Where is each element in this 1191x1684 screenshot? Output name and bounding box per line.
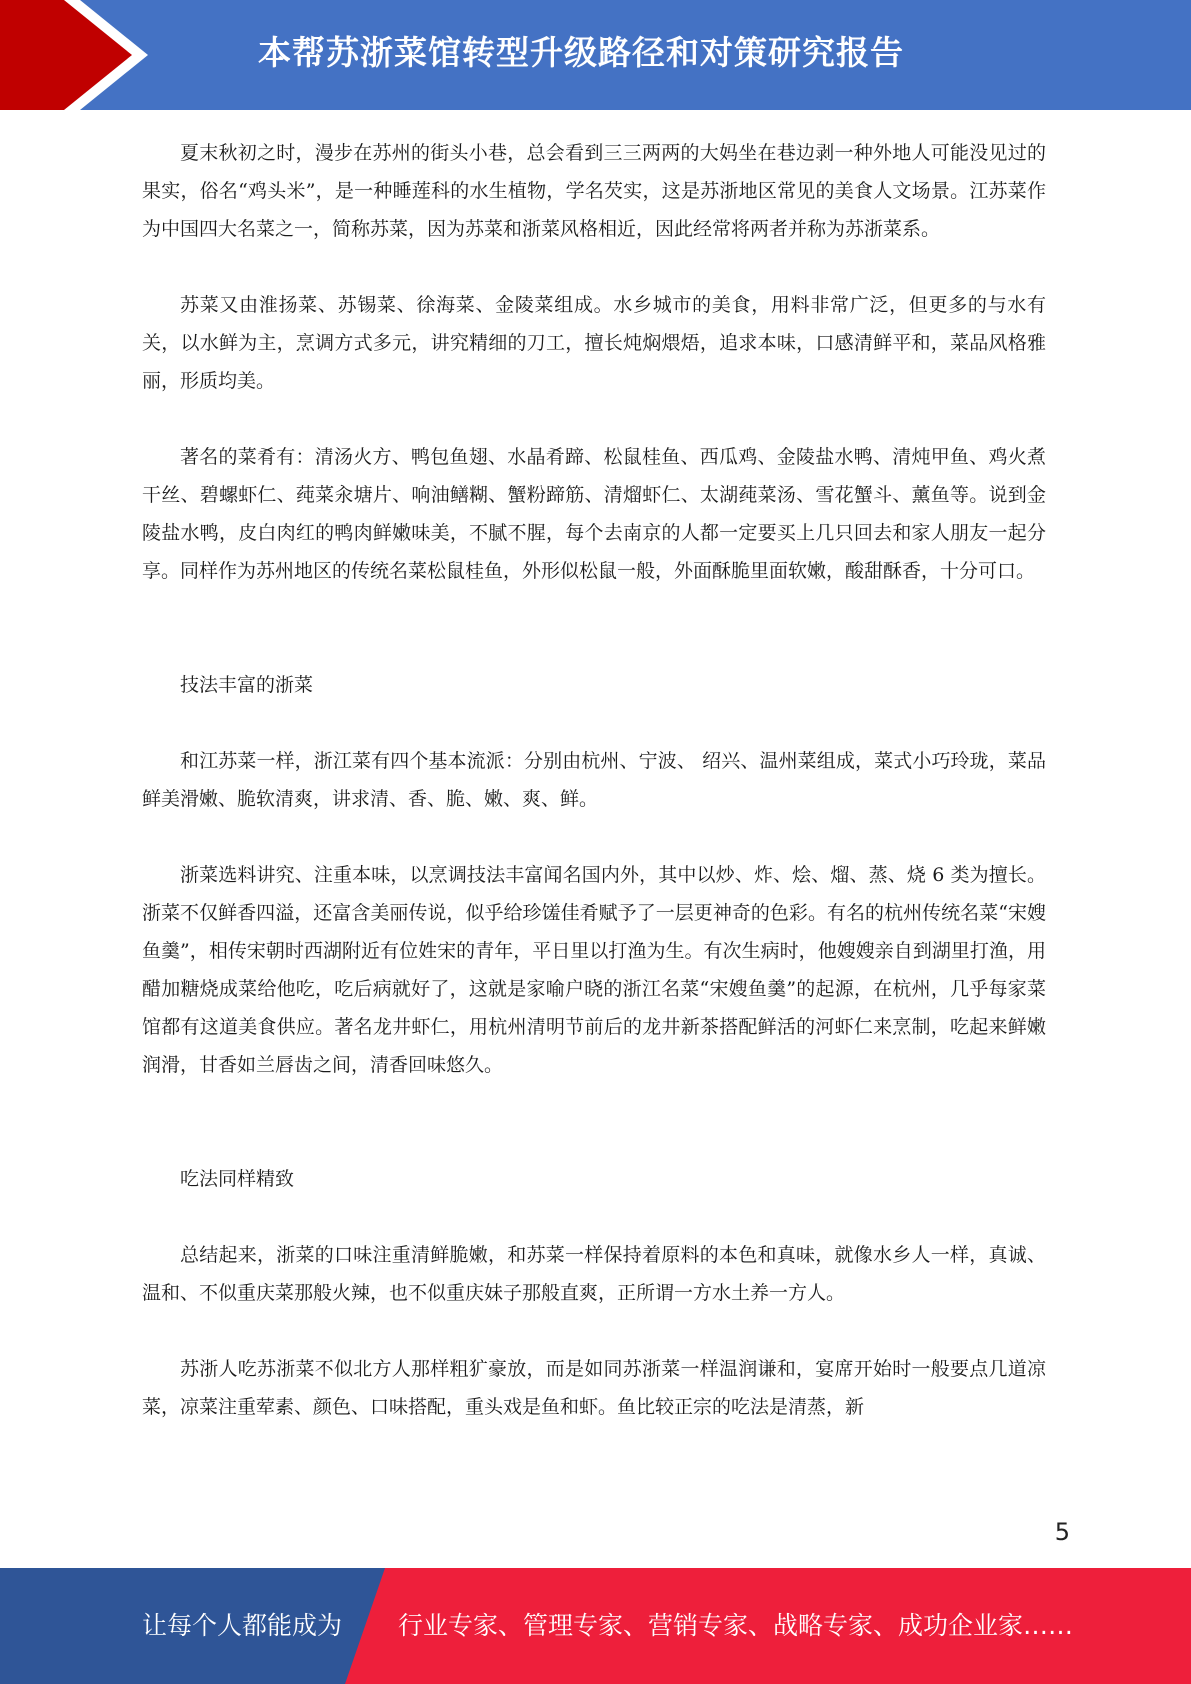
header-arrow-decoration	[0, 0, 160, 110]
paragraph-dining-custom: 苏浙人吃苏浙菜不似北方人那样粗犷豪放，而是如同苏浙菜一样温润谦和，宴席开始时一般要点几道凉菜，凉菜注重荤素、颜色、口味搭配，重头戏是鱼和虾。鱼比较正宗的吃法是清蒸，新	[142, 1358, 1046, 1418]
page-header	[0, 0, 1191, 110]
paragraph-zhe-schools: 和江苏菜一样，浙江菜有四个基本流派：分别由杭州、宁波、 绍兴、温州菜组成，菜式小巧玲珑，菜品鲜美滑嫩、脆软清爽，讲求清、香、脆、嫩、爽、鲜。	[142, 750, 1046, 810]
paragraph-intro: 夏末秋初之时，漫步在苏州的街头小巷，总会看到三三两两的大妈坐在巷边剥一种外地人可能没见过的果实，俗名“鸡头米”，是一种睡莲科的水生植物，学名芡实，这是苏浙地区常见的美食人文场景。江苏菜作为中国四大名菜之一，简称苏菜，因为苏菜和浙菜风格相近，因此经常将两者并称为苏浙菜系。	[142, 142, 1046, 240]
section-heading-zhe-cuisine: 技法丰富的浙菜	[180, 674, 314, 696]
section-heading-eating-style: 吃法同样精致	[180, 1168, 295, 1190]
paragraph-zhe-techniques: 浙菜选料讲究、注重本味，以烹调技法丰富闻名国内外，其中以炒、炸、烩、熘、蒸、烧 6 类为擅长。浙菜不仅鲜香四溢，还富含美丽传说，似乎给珍馐佳肴赋予了一层更神奇的色彩。有名的杭州传统名菜“宋嫂鱼羹”，相传宋朝时西湖附近有位姓宋的青年，平日里以打渔为生。有次生病时，他嫂嫂亲自到湖里打渔，用醋加糖烧成菜给他吃，吃后病就好了，这就是家喻户晓的浙江名菜“宋嫂鱼羹”的起源，在杭州，几乎每家菜馆都有这道美食供应。著名龙井虾仁，用杭州清明节前后的龙井新茶搭配鲜活的河虾仁来烹制，吃起来鲜嫩润滑，甘香如兰唇齿之间，清香回味悠久。	[142, 864, 1046, 1076]
footer-slogan-left: 让每个人都能成为	[142, 1611, 343, 1640]
report-title: 本帮苏浙菜馆转型升级路径和对策研究报告	[258, 33, 904, 72]
page-footer	[0, 1568, 1191, 1684]
paragraph-summary: 总结起来，浙菜的口味注重清鲜脆嫩，和苏菜一样保持着原料的本色和真味，就像水乡人一样，真诚、温和、不似重庆菜那般火辣，也不似重庆妹子那般直爽，正所谓一方水土养一方人。	[142, 1244, 1046, 1304]
paragraph-famous-dishes: 著名的菜肴有：清汤火方、鸭包鱼翅、水晶肴蹄、松鼠桂鱼、西瓜鸡、金陵盐水鸭、清炖甲鱼、鸡火煮干丝、碧螺虾仁、莼菜汆塘片、响油鳝糊、蟹粉蹄筋、清熘虾仁、太湖莼菜汤、雪花蟹斗、薰鱼等。说到金陵盐水鸭，皮白肉红的鸭肉鲜嫩味美，不腻不腥，每个去南京的人都一定要买上几只回去和家人朋友一起分享。同样作为苏州地区的传统名菜松鼠桂鱼，外形似松鼠一般，外面酥脆里面软嫩，酸甜酥香，十分可口。	[142, 446, 1046, 582]
article-body	[142, 134, 1046, 1426]
paragraph-su-cuisine: 苏菜又由淮扬菜、苏锡菜、徐海菜、金陵菜组成。水乡城市的美食，用料非常广泛，但更多的与水有关，以水鲜为主，烹调方式多元，讲究精细的刀工，擅长炖焖煨焐，追求本味，口感清鲜平和，菜品风格雅丽，形质均美。	[142, 294, 1046, 392]
page-number: 5	[1054, 1518, 1070, 1546]
footer-slogan-right: 行业专家、管理专家、营销专家、战略专家、成功企业家……	[398, 1611, 1074, 1640]
